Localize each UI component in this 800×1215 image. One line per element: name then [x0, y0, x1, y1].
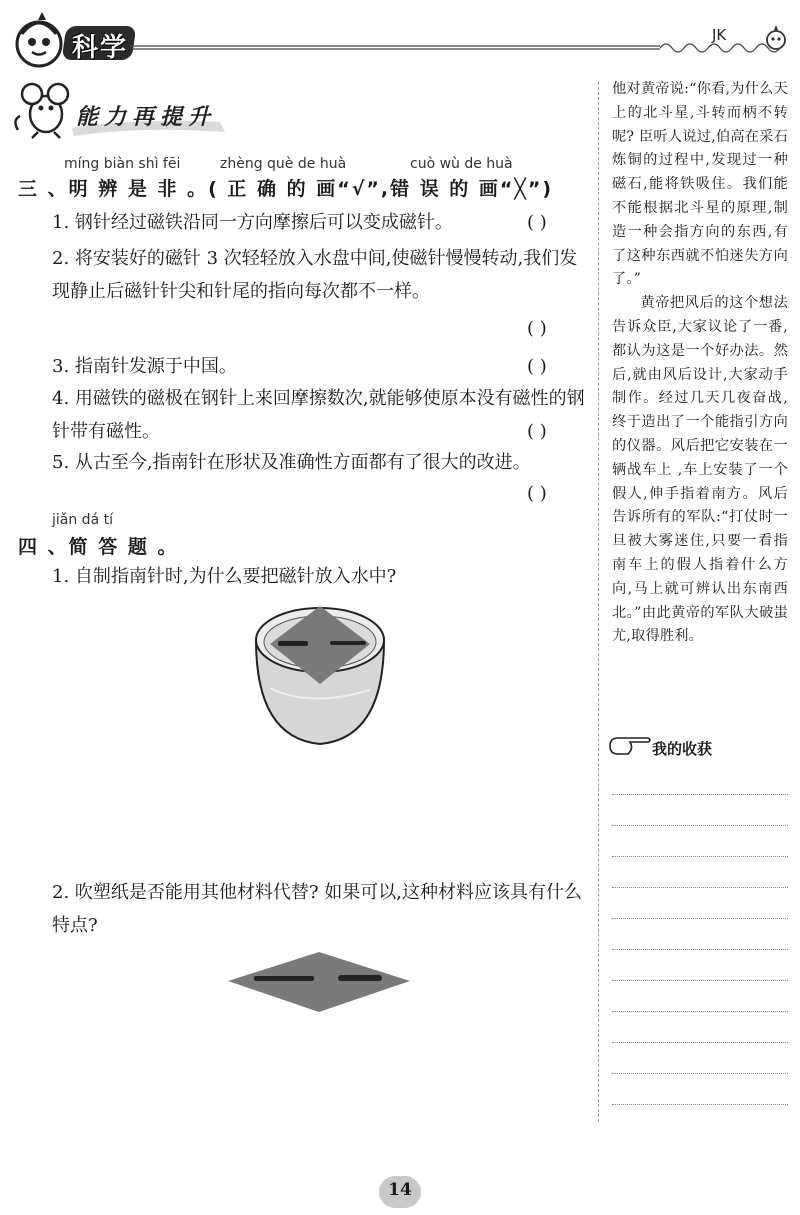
- note-line[interactable]: [612, 949, 788, 950]
- question-3-4: 4. 用磁铁的磁极在钢针上来回摩擦数次,就能够使原本没有磁性的钢针带有磁性。: [52, 388, 585, 442]
- answer-bracket-3-2[interactable]: ( ): [527, 318, 547, 339]
- section-3-title: 三 、明 辨 是 非 。( 正 确 的 画“√”,错 误 的 画“╳”): [18, 178, 554, 200]
- edition-label: JK: [712, 26, 727, 44]
- question-3-2: 2. 将安装好的磁针 3 次轻轻放入水盘中间,使磁针慢慢转动,我们发现静止后磁针针尖和针尾的指向每次都不一样。: [52, 248, 578, 302]
- page-number: 14: [388, 1180, 412, 1200]
- diamond-paper-with-needle-illustration: [226, 950, 412, 1014]
- note-line[interactable]: [612, 1042, 788, 1043]
- pointing-hand-icon: [608, 734, 652, 758]
- answer-bracket-3-1[interactable]: ( ): [527, 212, 547, 233]
- banner-title: 能力再提升: [76, 105, 217, 130]
- pinyin-cuowudehua: cuò wù de huà: [410, 156, 513, 172]
- question-3-3: 3. 指南针发源于中国。: [52, 356, 237, 377]
- sidebar-story: [612, 78, 788, 649]
- my-harvest-label: 我的收获: [652, 740, 713, 758]
- question-3-5: 5. 从古至今,指南针在形状及准确性方面都有了很大的改进。: [52, 452, 531, 473]
- pinyin-mingbianshifei: míng biàn shì fēi: [64, 156, 181, 172]
- story-paragraph-1: 他对黄帝说:“你看,为什么天上的北斗星,斗转而柄不转呢? 臣听人说过,伯高在采石炼铜的过程中,发现过一种磁石,能将铁吸住。我们能不能根据北斗星的原理,制造一种会指方向的东西,有了这种东西就不怕迷失方向了。”: [612, 81, 788, 288]
- question-4-1: 1. 自制指南针时,为什么要把磁针放入水中?: [52, 566, 397, 587]
- header-character-icon: [762, 24, 790, 52]
- note-line[interactable]: [612, 1104, 788, 1105]
- section-4-title: 四 、简 答 题 。: [18, 536, 179, 558]
- pinyin-zhengquedehua: zhèng què de huà: [220, 156, 347, 172]
- note-line[interactable]: [612, 980, 788, 981]
- sidebar-divider: [598, 82, 599, 1122]
- subject-title: 科学: [72, 33, 129, 63]
- mascot-icon: [8, 10, 70, 72]
- note-line[interactable]: [612, 856, 788, 857]
- answer-bracket-3-3[interactable]: ( ): [527, 356, 547, 377]
- story-paragraph-2: 黄帝把风后的这个想法告诉众臣,大家议论了一番,都认为这是一个好办法。然后,就由风后设计,大家动手制作。经过几天几夜奋战,终于造出了一个能指引方向的仪器。风后把它安装在一辆战车上 ,车上安装了一个假人,伸手指着南方。风后告诉所有的军队:“打仗时一旦被大雾迷住,只要一看指南车上的假人指着什么方向,马上就可辨认出东南西北。”由此黄帝的军队大破蚩尤,取得胜利。: [612, 295, 788, 645]
- note-line[interactable]: [612, 794, 788, 795]
- answer-bracket-3-4[interactable]: ( ): [527, 421, 547, 442]
- note-line[interactable]: [612, 887, 788, 888]
- note-line[interactable]: [612, 1011, 788, 1012]
- note-line[interactable]: [612, 918, 788, 919]
- header-rule: [130, 30, 790, 60]
- note-line[interactable]: [612, 1073, 788, 1074]
- question-3-1: 1. 钢针经过磁铁沿同一方向摩擦后可以变成磁针。: [52, 212, 453, 233]
- page-header: [0, 0, 800, 80]
- question-4-2: 2. 吹塑纸是否能用其他材料代替? 如果可以,这种材料应该具有什么特点?: [52, 882, 582, 936]
- water-bowl-with-needle-illustration: [250, 598, 390, 748]
- pinyin-jiandati: jiǎn dá tí: [52, 512, 113, 528]
- answer-bracket-3-5[interactable]: ( ): [527, 483, 547, 504]
- note-line[interactable]: [612, 825, 788, 826]
